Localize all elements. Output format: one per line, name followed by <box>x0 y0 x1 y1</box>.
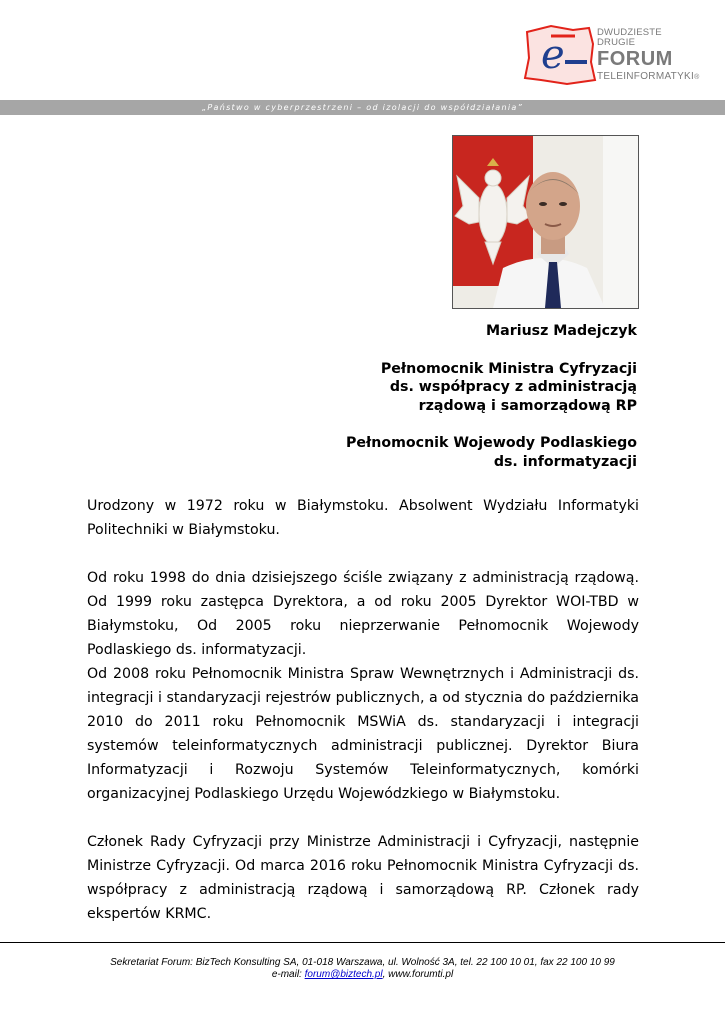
page-footer <box>0 957 725 981</box>
footer-email-prefix: e-mail: <box>271 969 305 980</box>
footer-contact <box>0 969 725 981</box>
slogan-text: „Państwo w cyberprzestrzeni – od izolacji do współdziałania” <box>201 103 524 112</box>
logo-e-letter: e <box>541 32 565 78</box>
person-headings <box>277 322 637 471</box>
bio-paragraph-4: Członek Rady Cyfryzacji przy Ministrze Administracji i Cyfryzacji, następnie Ministrze Cyfryzacji. Od marca 2016 roku Pełnomocnik Ministra Cyfryzacji ds. współpracy z administracją rządową i samorządową RP. Członek rady ekspertów KRMC. <box>87 834 639 922</box>
bio-paragraph-1: Urodzony w 1972 roku w Białymstoku. Absolwent Wydziału Informatyki Politechniki w Białymstoku. <box>87 498 639 538</box>
role-1-line-1: Pełnomocnik Ministra Cyfryzacji <box>380 360 637 377</box>
logo-line-1: DWUDZIESTE DRUGIE <box>597 27 662 48</box>
footer-address: Sekretariat Forum: BizTech Konsulting SA, 01-018 Warszawa, ul. Wolność 3A, tel. 22 100 10 01, fax 22 100 10 99 <box>110 957 615 968</box>
bio-paragraph-3: Od 2008 roku Pełnomocnik Ministra Spraw Wewnętrznych i Administracji ds. integracji i standaryzacji rejestrów publicznych, a od stycznia do października 2010 do 2011 roku Pełnomocnik MSWiA ds. standaryzacji i integracji systemów teleinformatycznych administracji publicznej. Dyrektor Biura Informatyzacji i Rozwoju Systemów Teleinformatycznych, komórki organizacyjnej Podlaskiego Urzędu Wojewódzkiego w Białymstoku. <box>87 666 639 802</box>
logo-text <box>597 28 700 82</box>
logo-line-3-text: TELEINFORMATYKI <box>597 71 695 82</box>
forum-logo <box>521 22 700 88</box>
e-forum-logo-mark <box>521 22 599 88</box>
bio-paragraph-2: Od roku 1998 do dnia dzisiejszego ściśle związany z administracją rządową. Od 1999 roku zastępca Dyrektora, a od roku 2005 Dyrektor WOI-TBD w Białymstoku, Od 2005 roku nieprzerwanie Pełnomocnik Wojewody Podlaskiego ds. informatyzacji. <box>87 570 639 658</box>
slogan-banner <box>0 100 725 115</box>
footer-website: www.forumti.pl <box>388 969 454 980</box>
role-1-line-3: rządową i samorządową RP <box>418 397 637 414</box>
logo-line-2: FORUM <box>597 48 673 70</box>
biography <box>87 494 639 926</box>
portrait-image <box>453 136 638 308</box>
logo-line-3 <box>597 72 700 82</box>
footer-email-link[interactable]: forum@biztech.pl <box>304 969 383 980</box>
registered-mark: ® <box>694 74 700 81</box>
footer-separator: , <box>382 969 389 980</box>
role-2-line-2: ds. informatyzacji <box>493 453 637 470</box>
portrait-photo <box>452 135 639 309</box>
role-1-line-2: ds. współpracy z administracją <box>389 379 637 395</box>
footer-divider <box>0 942 725 943</box>
person-name: Mariusz Madejczyk <box>486 323 637 339</box>
role-2-line-1: Pełnomocnik Wojewody Podlaskiego <box>346 435 637 451</box>
